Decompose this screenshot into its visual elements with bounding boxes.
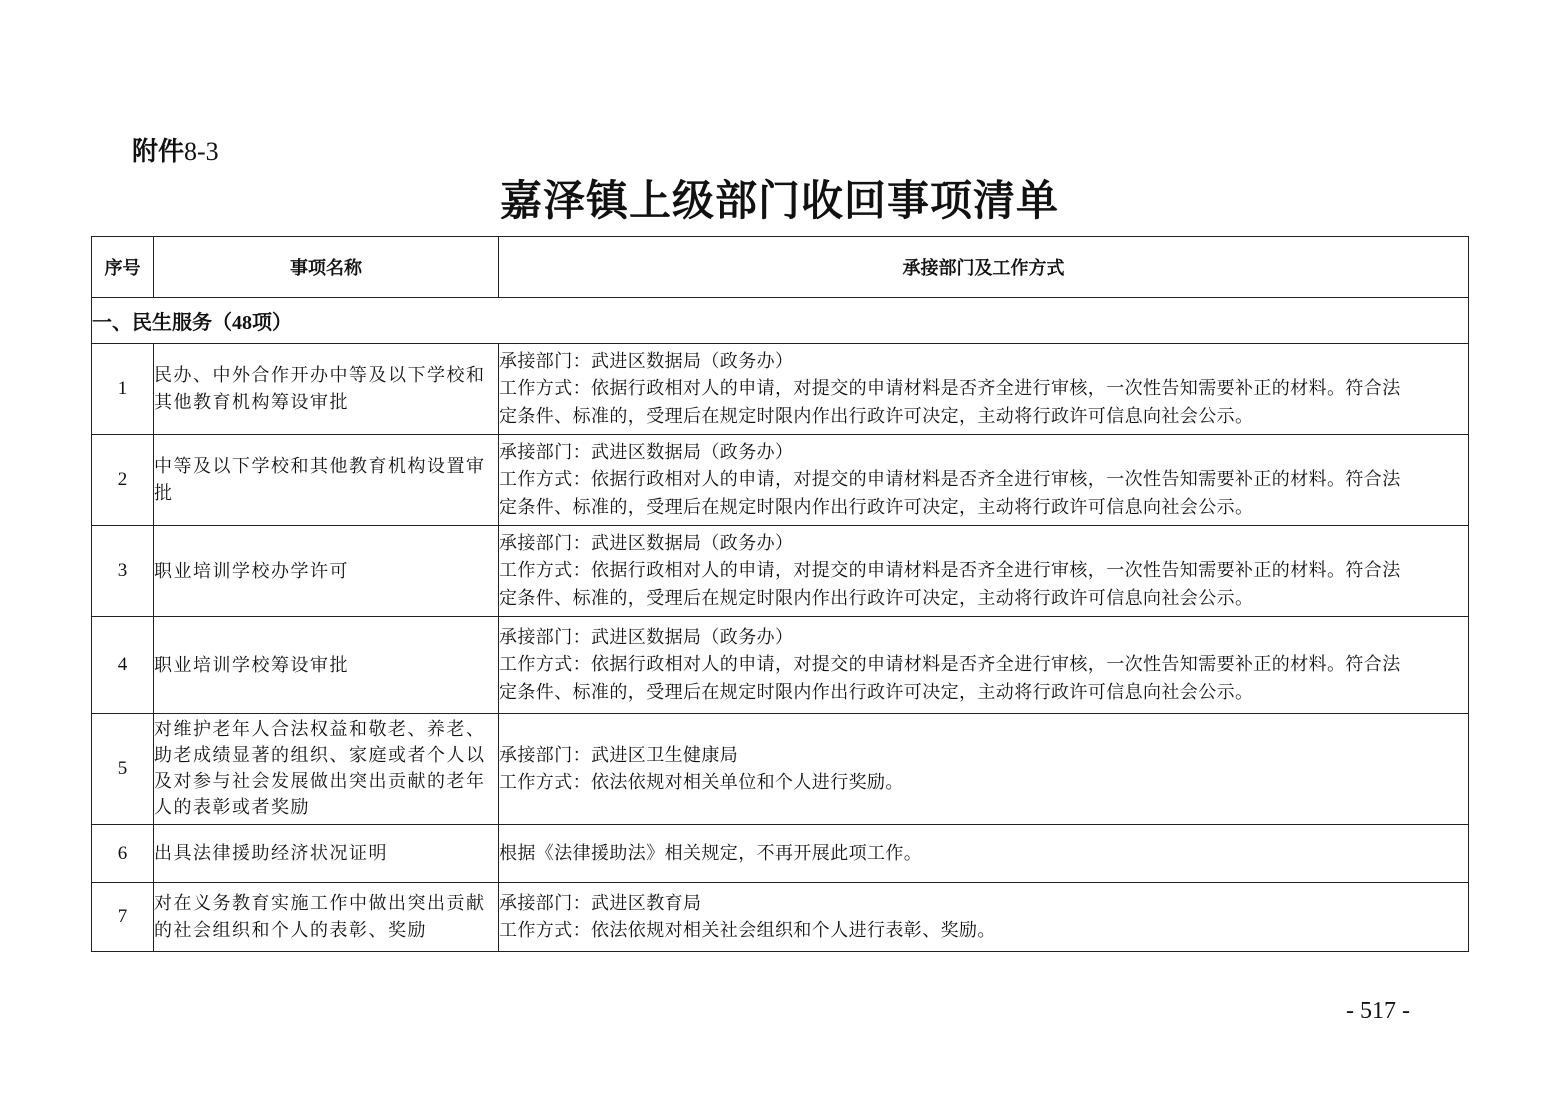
method-line: 承接部门：武进区数据局（政务办） (499, 532, 794, 554)
header-seq: 序号 (92, 237, 154, 298)
row-item-name: 对维护老年人合法权益和敬老、养老、助老成绩显著的组织、家庭或者个人以及对参与社会发展做出突出贡献的老年人的表彰或者奖励 (154, 714, 499, 825)
row-item-name: 职业培训学校筹设审批 (154, 617, 499, 714)
row-item-name: 中等及以下学校和其他教育机构设置审批 (154, 435, 499, 526)
row-item-name: 对在义务教育实施工作中做出突出贡献的社会组织和个人的表彰、奖励 (154, 883, 499, 952)
header-dept-method: 承接部门及工作方式 (499, 237, 1469, 298)
method-line: 定条件、标准的，受理后在规定时限内作出行政许可决定，主动将行政许可信息向社会公示。 (499, 496, 1254, 518)
section-row (92, 298, 1469, 344)
table-row (92, 344, 1469, 435)
method-line: 定条件、标准的，受理后在规定时限内作出行政许可决定，主动将行政许可信息向社会公示。 (499, 405, 1254, 427)
method-line: 承接部门：武进区数据局（政务办） (499, 350, 794, 372)
table-row (92, 883, 1469, 952)
row-dept-method (499, 883, 1469, 952)
row-seq: 1 (92, 344, 154, 435)
method-line: 承接部门：武进区卫生健康局 (499, 744, 739, 766)
section-count: 48 (232, 312, 252, 334)
method-line: 定条件、标准的，受理后在规定时限内作出行政许可决定，主动将行政许可信息向社会公示。 (499, 681, 1254, 703)
method-line: 工作方式：依据行政相对人的申请，对提交的申请材料是否齐全进行审核，一次性告知需要补正的材料。符合法 (499, 378, 1401, 400)
table-header-row (92, 237, 1469, 298)
row-seq: 5 (92, 714, 154, 825)
method-line: 工作方式：依法依规对相关单位和个人进行奖励。 (499, 772, 904, 793)
row-dept-method (499, 825, 1469, 883)
row-item-name: 职业培训学校办学许可 (154, 526, 499, 617)
items-table (91, 236, 1469, 952)
attachment-number: 8-3 (184, 137, 219, 166)
page-number: - 517 - (1346, 998, 1410, 1024)
document-title: 嘉泽镇上级部门收回事项清单 (499, 176, 1059, 225)
row-seq: 3 (92, 526, 154, 617)
row-dept-method (499, 344, 1469, 435)
method-line: 定条件、标准的，受理后在规定时限内作出行政许可决定，主动将行政许可信息向社会公示。 (499, 587, 1254, 609)
table-row (92, 435, 1469, 526)
table-row (92, 526, 1469, 617)
attachment-label-text: 附件 (132, 137, 185, 167)
section-heading (92, 298, 1469, 344)
section-prefix: 一、民生服务（ (92, 310, 232, 334)
row-dept-method (499, 714, 1469, 825)
row-seq: 6 (92, 825, 154, 883)
method-line: 工作方式：依据行政相对人的申请，对提交的申请材料是否齐全进行审核，一次性告知需要补正的材料。符合法 (499, 654, 1401, 676)
row-dept-method (499, 435, 1469, 526)
row-seq: 7 (92, 883, 154, 952)
method-line: 工作方式：依法依规对相关社会组织和个人进行表彰、奖励。 (499, 920, 996, 941)
header-item-name: 事项名称 (154, 237, 499, 298)
table-row (92, 617, 1469, 714)
row-seq: 2 (92, 435, 154, 526)
row-item-name: 民办、中外合作开办中等及以下学校和其他教育机构筹设审批 (154, 344, 499, 435)
attachment-label (132, 134, 219, 170)
method-line: 承接部门：武进区数据局（政务办） (499, 626, 794, 648)
method-line: 工作方式：依据行政相对人的申请，对提交的申请材料是否齐全进行审核，一次性告知需要补正的材料。符合法 (499, 469, 1401, 491)
method-line: 工作方式：依据行政相对人的申请，对提交的申请材料是否齐全进行审核，一次性告知需要补正的材料。符合法 (499, 560, 1401, 582)
row-seq: 4 (92, 617, 154, 714)
table-row (92, 825, 1469, 883)
method-line: 承接部门：武进区教育局 (499, 892, 702, 914)
row-dept-method (499, 617, 1469, 714)
method-line: 承接部门：武进区数据局（政务办） (499, 441, 794, 463)
table-row (92, 714, 1469, 825)
section-suffix: 项） (252, 310, 292, 334)
method-line: 根据《法律援助法》相关规定，不再开展此项工作。 (499, 842, 923, 864)
row-dept-method (499, 526, 1469, 617)
row-item-name: 出具法律援助经济状况证明 (154, 825, 499, 883)
